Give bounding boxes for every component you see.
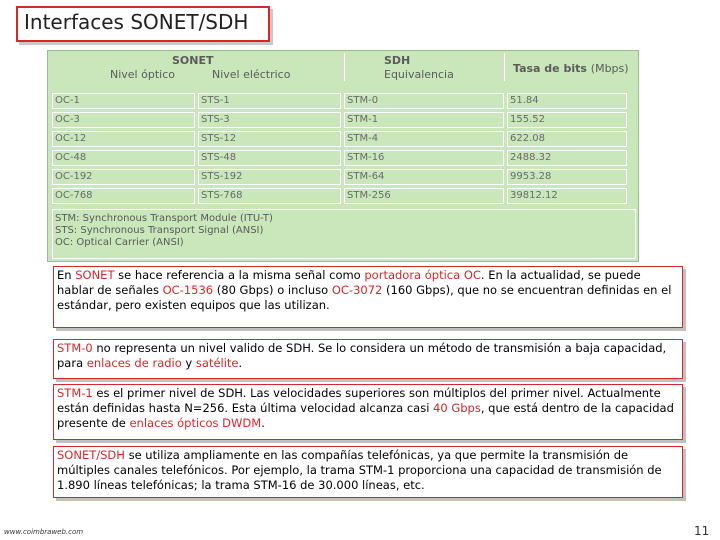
text: es el primer nivel de SDH. Las velocidades superiores son múltiplos del primer nivel. Actualmente están definidas hasta N=256. Esta última velocidad alcanza casi [57,386,661,415]
text: se utiliza ampliamente en las compañías telefónicas, ya que permite la transmisión de múltiples canales telefónicos. Por ejemplo, la trama STM-1 proporciona una capacidad de transmisión de 1.890 líneas telefónicas; la trama STM-16 de 30.000 líneas, etc. [57,448,662,492]
header-equivalencia: Equivalencia [384,68,454,81]
cell-rate: 622.08 [507,131,627,147]
cell-oc: OC-768 [52,188,195,204]
highlight: SONET/SDH [57,448,125,462]
table-legend [52,209,636,259]
paragraph-oc-levels [53,266,683,328]
text: y [181,356,196,370]
sonet-sdh-table-panel [47,50,639,262]
cell-rate: 155.52 [507,112,627,128]
table-row [52,150,636,166]
cell-stm: STM-256 [344,188,504,204]
header-nivel-electrico: Nivel eléctrico [212,68,291,81]
legend-item: OC: Optical Carrier (ANSI) [55,237,184,248]
paragraph-sonet-sdh-usage [53,446,683,498]
highlight: STM-0 [57,341,93,355]
cell-oc: OC-1 [52,93,195,109]
highlight: 40 Gbps [433,401,481,415]
header-sonet: SONET [172,54,214,67]
highlight: enlaces de radio [86,356,182,370]
highlight: enlaces ópticos DWDM [129,416,262,430]
cell-rate: 2488.32 [507,150,627,166]
page-number: 11 [694,524,710,538]
table-row [52,169,636,185]
cell-sts: STS-768 [198,188,341,204]
table-row [52,112,636,128]
cell-stm: STM-4 [344,131,504,147]
legend-item: STS: Synchronous Transport Signal (ANSI) [55,225,264,236]
highlight: OC-3072 [331,283,383,297]
header-sdh: SDH [384,54,411,67]
table-row [52,93,636,109]
legend-item: STM: Synchronous Transport Module (ITU-T) [55,213,273,224]
slide-title: Interfaces SONET/SDH [16,6,270,42]
paragraph-stm1 [53,384,683,440]
data-table [52,93,636,207]
text: (80 Gbps) o incluso [213,283,332,297]
text: . [261,416,265,430]
cell-sts: STS-192 [198,169,341,185]
highlight: portadora óptica OC [364,268,481,282]
cell-sts: STS-1 [198,93,341,109]
text: . En la actualidad, se puede hablar de señales [57,268,641,297]
text: se hace referencia a la misma señal como [114,268,365,282]
footer-url: www.coimbraweb.com [4,528,84,536]
cell-oc: OC-12 [52,131,195,147]
text: (160 Gbps), que no se encuentran definidas en el estándar, pero existen equipos que las utilizan. [57,283,672,312]
cell-oc: OC-192 [52,169,195,185]
cell-oc: OC-3 [52,112,195,128]
text: En [57,268,76,282]
cell-stm: STM-16 [344,150,504,166]
header-tasa [513,62,629,75]
table-row [52,188,636,204]
cell-sts: STS-3 [198,112,341,128]
cell-sts: STS-48 [198,150,341,166]
header-divider [344,53,345,81]
highlight: STM-1 [57,386,93,400]
cell-rate: 51.84 [507,93,627,109]
cell-stm: STM-1 [344,112,504,128]
cell-oc: OC-48 [52,150,195,166]
cell-stm: STM-64 [344,169,504,185]
highlight: satélite [195,356,239,370]
paragraph-stm0 [53,339,683,379]
highlight: OC-1536 [162,283,214,297]
cell-rate: 9953.28 [507,169,627,185]
text: , que está dentro de la capacidad presente de [57,401,674,430]
text: no representa un nivel valido de SDH. Se lo considera un método de transmisión a baja capacidad, para [57,341,667,370]
text: . [238,356,243,370]
cell-sts: STS-12 [198,131,341,147]
header-nivel-optico: Nivel óptico [110,68,175,81]
header-tasa-label: Tasa de bits [513,62,587,75]
cell-rate: 39812.12 [507,188,627,204]
highlight: SONET [75,268,115,282]
header-divider [504,53,505,81]
header-tasa-unit: (Mbps) [590,62,629,75]
table-row [52,131,636,147]
cell-stm: STM-0 [344,93,504,109]
